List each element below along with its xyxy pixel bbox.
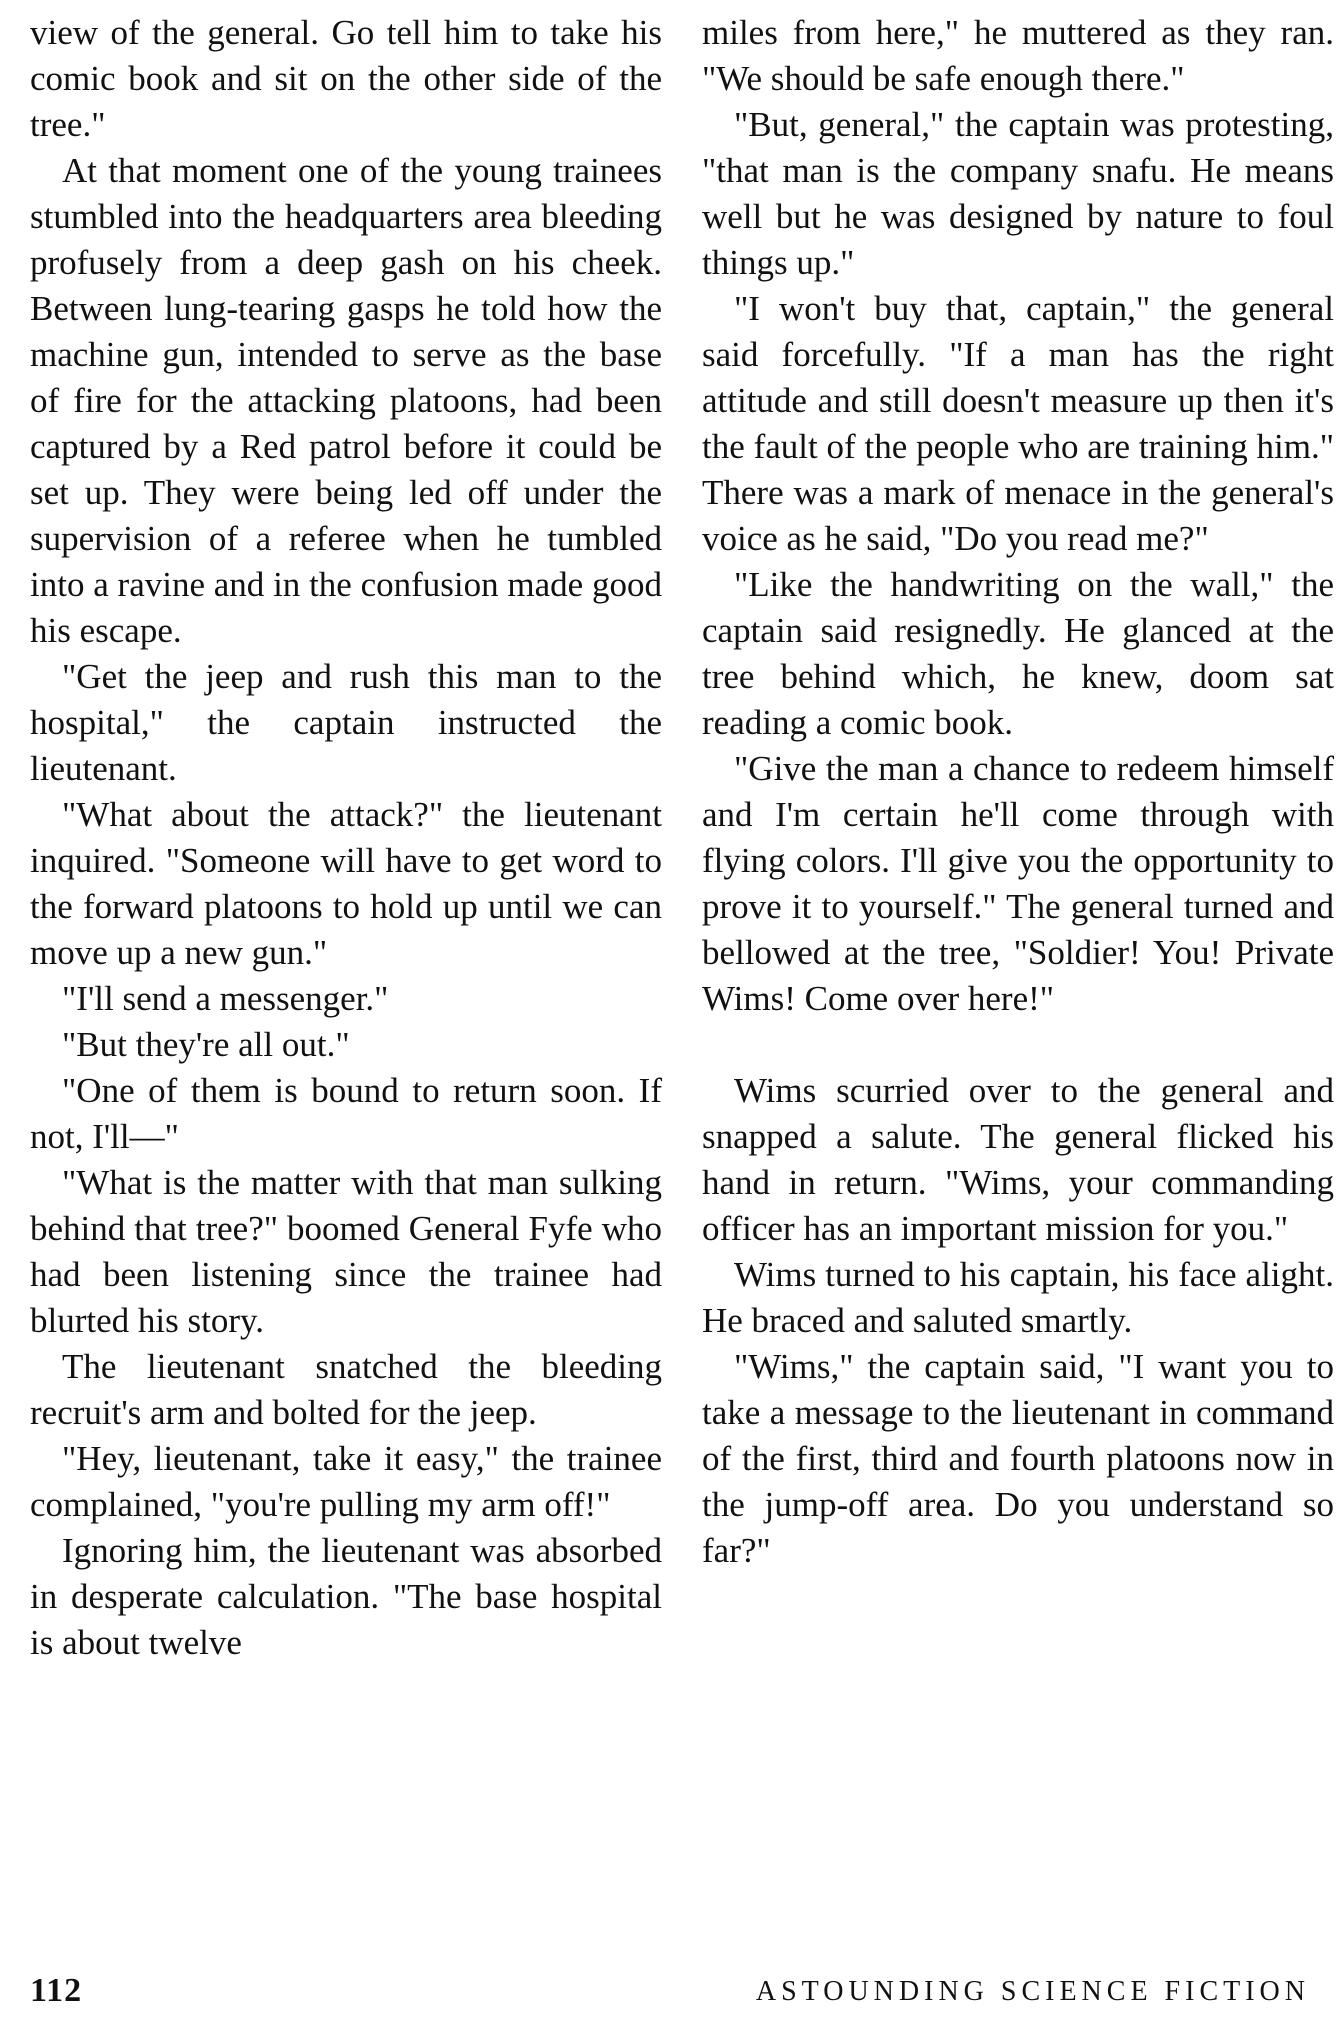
paragraph: "Like the handwriting on the wall," the captain said resignedly. He glanced at the tree behind which, he knew, doom sat reading a comic book. (702, 565, 1334, 742)
paragraph: miles from here," he muttered as they ran. "We should be safe enough there." (702, 13, 1334, 98)
paragraph: "What is the matter with that man sulking behind that tree?" boomed General Fyfe who had been listening since the trainee had blurted his story. (30, 1163, 662, 1340)
paragraph: "But, general," the captain was protesting, "that man is the company snafu. He means well but he was designed by nature to foul things up." (702, 105, 1334, 282)
paragraph: Wims scurried over to the general and snapped a salute. The general flicked his hand in return. "Wims, your commanding officer has an important mission for you." (702, 1071, 1334, 1248)
right-column (702, 10, 1334, 1574)
paragraph: At that moment one of the young trainees stumbled into the headquarters area bleeding profusely from a deep gash on his cheek. Between lung-tearing gasps he told how the machine gun, intended to serve as the base of fire for the attacking platoons, had been captured by a Red patrol before it could be set up. They were being led off under the supervision of a referee when he tumbled into a ravine and in the confusion made good his escape. (30, 151, 662, 650)
paragraph: "But they're all out." (62, 1025, 350, 1064)
paragraph: The lieutenant snatched the bleeding recruit's arm and bolted for the jeep. (30, 1347, 662, 1432)
page-footer (30, 1972, 1310, 2012)
paragraph: "Wims," the captain said, "I want you to take a message to the lieutenant in command of the first, third and fourth platoons now in the jump-off area. Do you understand so far?" (702, 1347, 1334, 1570)
paragraph: "What about the attack?" the lieutenant inquired. "Someone will have to get word to the forward platoons to hold up until we can move up a new gun." (30, 795, 662, 972)
paragraph: "Hey, lieutenant, take it easy," the trainee complained, "you're pulling my arm off!" (30, 1439, 662, 1524)
left-column (30, 10, 662, 1666)
paragraph: "Get the jeep and rush this man to the hospital," the captain instructed the lieutenant. (30, 657, 662, 788)
paragraph: "One of them is bound to return soon. If not, I'll—" (30, 1071, 662, 1156)
paragraph: Wims turned to his captain, his face alight. He braced and saluted smartly. (702, 1255, 1334, 1340)
paragraph: "I'll send a messenger." (62, 979, 389, 1018)
running-title: ASTOUNDING SCIENCE FICTION (755, 1976, 1310, 2007)
page-number: 112 (30, 1972, 83, 2009)
paragraph: "Give the man a chance to redeem himself and I'm certain he'll come through with flying colors. I'll give you the opportunity to prove it to yourself." The general turned and bellowed at the tree, "Soldier! You! Private Wims! Come over here!" (702, 749, 1334, 1018)
paragraph: Ignoring him, the lieutenant was absorbed in desperate calculation. "The base hospital is about twelve (30, 1531, 662, 1662)
paragraph: "I won't buy that, captain," the general said forcefully. "If a man has the right attitude and still doesn't measure up then it's the fault of the people who are training him." There was a mark of menace in the general's voice as he said, "Do you read me?" (702, 289, 1334, 558)
paragraph: view of the general. Go tell him to take his comic book and sit on the other side of the tree." (30, 13, 662, 144)
